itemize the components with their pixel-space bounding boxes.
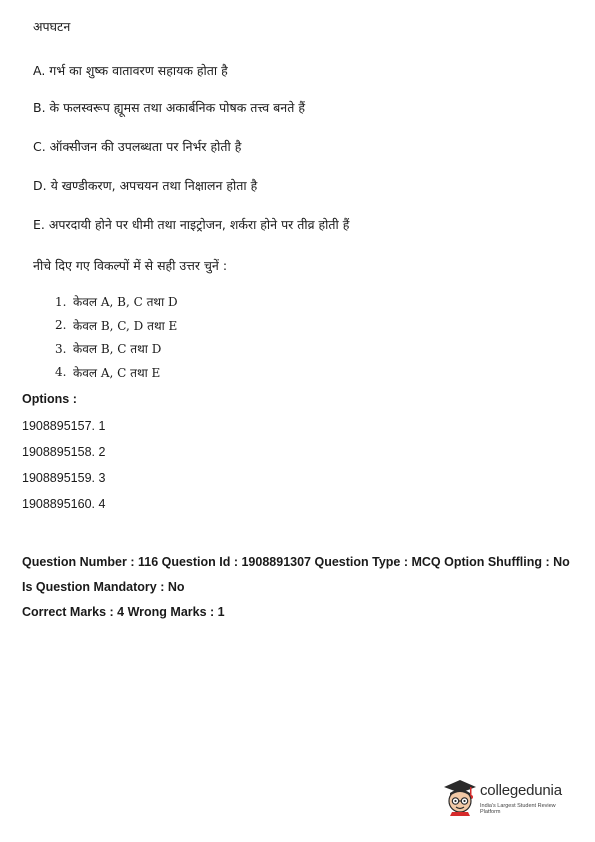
choice-text: केवल A, B, C तथा D [73,295,178,310]
option-id-3: 1908895159. 3 [22,471,106,485]
options-label: Options : [22,392,77,406]
choice-item: 2. केवल B, C, D तथा E [55,318,178,333]
statement-e: E. अपरदायी होने पर धीमी तथा नाइट्रोजन, शर्करा होने पर तीव्र होती हैं [33,217,350,232]
marks-line: Correct Marks : 4 Wrong Marks : 1 [22,605,225,619]
statement-a: A. गर्भ का शुष्क वातावरण सहायक होता है [33,63,228,78]
logo-tagline: India's Largest Student Review Platform [480,803,556,815]
option-id-2: 1908895158. 2 [22,445,106,459]
instruction: नीचे दिए गए विकल्पों में से सही उत्तर चुनें : [33,258,228,273]
statement-c: C. ऑक्सीजन की उपलब्धता पर निर्भर होती है [33,139,242,154]
question-heading: अपघटन [33,19,71,34]
question-meta-line: Question Number : 116 Question Id : 1908891307 Question Type : MCQ Option Shuffling : No [22,555,570,569]
choice-text: केवल A, C तथा E [73,365,161,380]
choice-list [55,290,178,384]
option-id-1: 1908895157. 1 [22,419,106,433]
choice-item: 4. केवल A, C तथा E [55,365,161,380]
choice-item: 1. केवल A, B, C तथा D [55,294,178,310]
mandatory-line: Is Question Mandatory : No [22,580,185,594]
collegedunia-logo [443,776,573,820]
statement-d: D. ये खण्डीकरण, अपचयन तथा निक्षालन होता है [33,178,258,193]
choice-text: केवल B, C तथा D [73,342,162,357]
statement-b: B. के फलस्वरूप ह्यूमस तथा अकार्बनिक पोषक तत्त्व बनते हैं [33,100,305,115]
choice-item: 3. केवल B, C तथा D [55,341,162,357]
choice-text: केवल B, C, D तथा E [73,318,178,333]
graduate-mascot-icon [443,778,477,816]
option-id-4: 1908895160. 4 [22,497,106,511]
logo-brand: collegedunia [480,782,562,799]
